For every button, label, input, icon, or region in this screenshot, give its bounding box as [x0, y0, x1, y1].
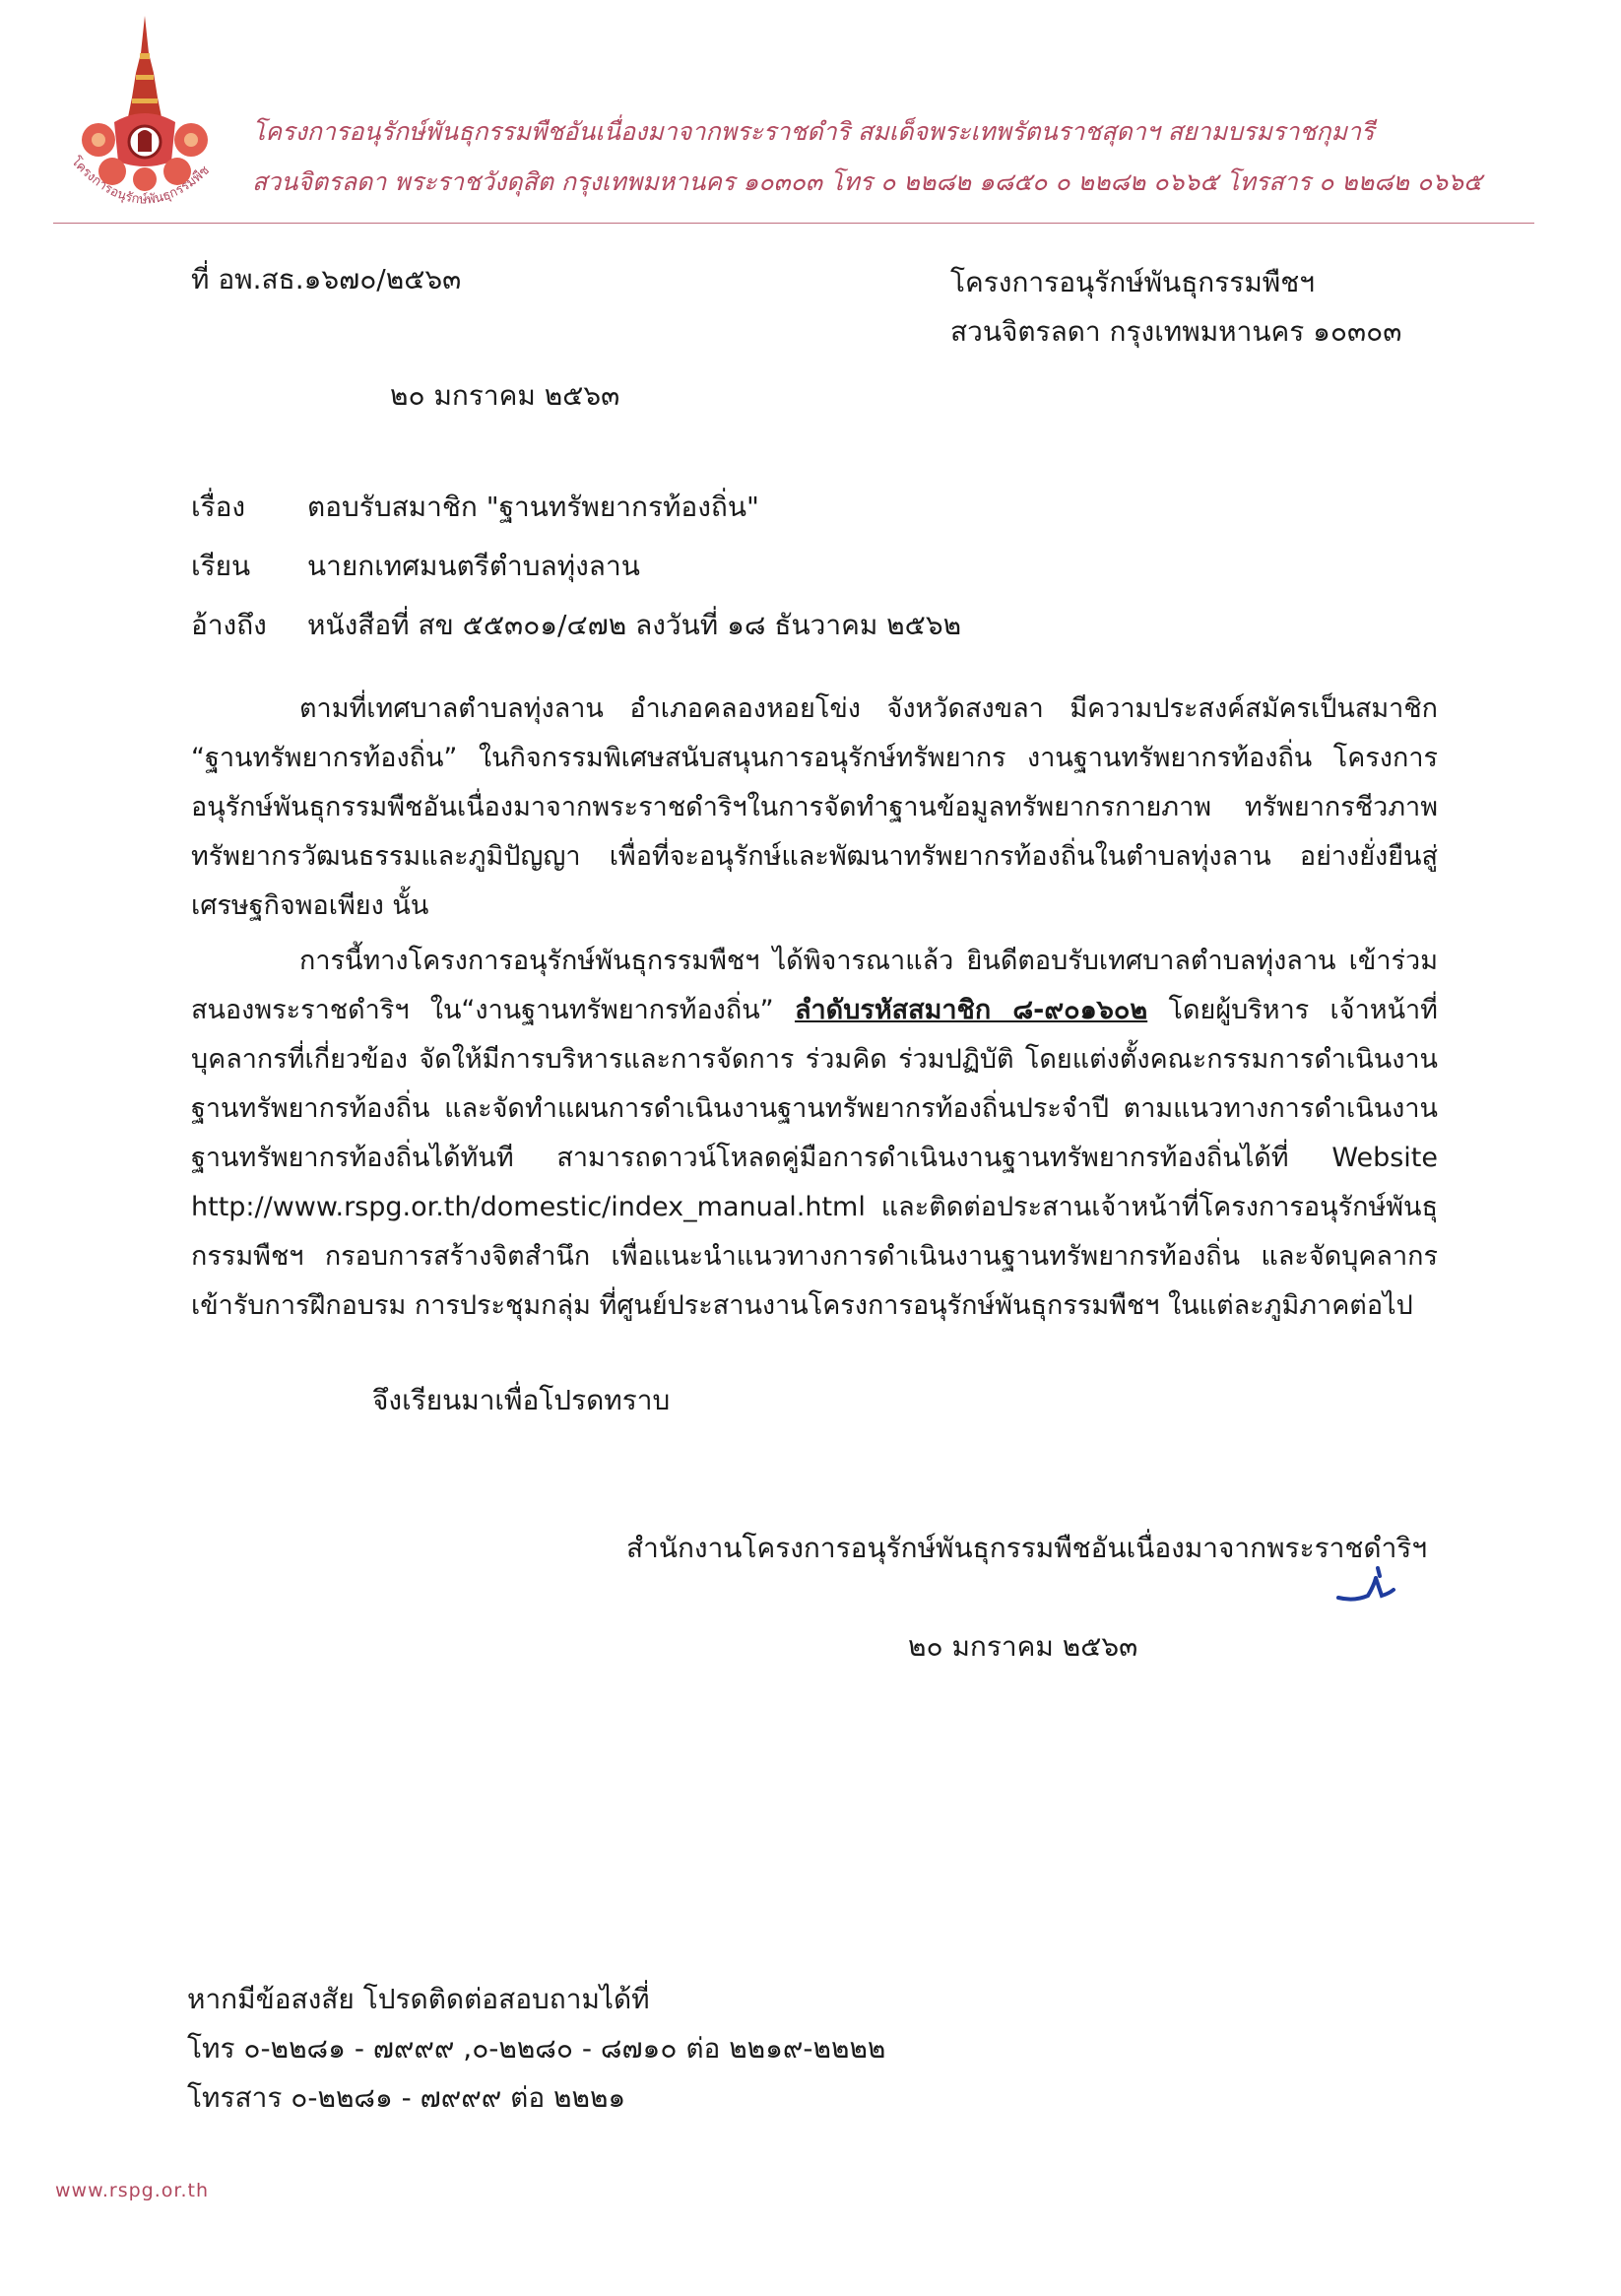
rspg-logo	[61, 14, 228, 211]
closing-text: จึงเรียนมาเพื่อโปรดทราบ	[372, 1384, 671, 1416]
reference-number: ที่ อพ.สธ.๑๖๗๐/๒๕๖๓	[191, 263, 462, 295]
subject-row	[191, 478, 961, 537]
paragraph-2-details: โดยผู้บริหาร เจ้าหน้าที่บุคลากรที่เกี่ยวข้อง จัดให้มีการบริหารและการจัดการ ร่วมคิด ร่วมปฏิบัติ โดยแต่งตั้งคณะกรรมการดำเนินงานฐานทรัพยากรท้องถิ่น และจัดทำแผนการดำเนินงานฐานทรัพยากรท้องถิ่นประจำปี ตามแนวทางการดำเนินงานฐานทรัพยากรท้องถิ่นได้ทันที สามารถดาวน์โหลดคู่มือการดำเนินงานฐานทรัพยากรท้องถิ่นได้ที่ Website http://www.rspg.or.th/domestic/index_manual.html และติดต่อประสานเจ้าหน้าที่โครงการอนุรักษ์พันธุกรรมพืชฯ กรอบการสร้างจิตสำนึก เพื่อแนะนำแนวทางการดำเนินงานฐานทรัพยากรท้องถิ่น และจัดบุคลากรเข้ารับการฝึกอบรม การประชุมกลุ่ม ที่ศูนย์ประสานงานโครงการอนุรักษ์พันธุกรรมพืชฯ ในแต่ละภูมิภาคต่อไป	[191, 995, 1438, 1321]
letter-date: ๒๐ มกราคม ๒๕๖๓	[390, 379, 620, 412]
reference-row	[191, 596, 961, 655]
reference-text: หนังสือที่ สข ๕๕๓๐๑/๔๗๒ ลงวันที่ ๑๘ ธันวาคม ๒๕๖๒	[307, 609, 962, 641]
signing-organization: สำนักงานโครงการอนุรักษ์พันธุกรรมพืชอันเนื่องมาจากพระราชดำริฯ	[626, 1532, 1428, 1564]
signature-mark	[1334, 1556, 1403, 1615]
contact-info	[187, 1975, 885, 2123]
letter-header-fields	[191, 478, 961, 655]
paragraph-2-intro: การนี้ทางโครงการอนุรักษ์พันธุกรรมพืชฯ ได้พิจารณาแล้ว ยินดีตอบรับเทศบาลตำบลทุ่งลาน เข้าร่วมสนองพระราชดำริฯ ใน“งานฐานทรัพยากรท้องถิ่น”	[191, 946, 1438, 1025]
reference-label: อ้างถึง	[191, 609, 267, 641]
contact-fax: โทรสาร ๐-๒๒๘๑ - ๗๙๙๙ ต่อ ๒๒๒๑	[187, 2081, 626, 2114]
contact-line-1: หากมีข้อสงสัย โปรดติดต่อสอบถามได้ที่	[187, 1983, 650, 2015]
subject-text: ตอบรับสมาชิก "ฐานทรัพยากรท้องถิ่น"	[307, 491, 759, 523]
sender-address	[950, 258, 1401, 357]
letterhead	[252, 106, 1552, 207]
recipient-text: นายกเทศมนตรีตำบลทุ่งลาน	[307, 550, 640, 582]
header-divider	[53, 223, 1534, 224]
signature-date: ๒๐ มกราคม ๒๕๖๓	[908, 1630, 1138, 1663]
letterhead-line-1: โครงการอนุรักษ์พันธุกรรมพืชอันเนื่องมาจากพระราชดำริ สมเด็จพระเทพรัตนราชสุดาฯ สยามบรมราชกุมารี	[252, 117, 1375, 146]
recipient-row	[191, 537, 961, 596]
recipient-label: เรียน	[191, 550, 251, 582]
body-paragraph-1: ตามที่เทศบาลตำบลทุ่งลาน อำเภอคลองหอยโข่ง จังหวัดสงขลา มีความประสงค์สมัครเป็นสมาชิก “ฐานทรัพยากรท้องถิ่น” ในกิจกรรมพิเศษสนับสนุนการอนุรักษ์ทรัพยากร งานฐานทรัพยากรท้องถิ่น โครงการอนุรักษ์พันธุกรรมพืชอันเนื่องมาจากพระราชดำริฯในการจัดทำฐานข้อมูลทรัพยากรกายภาพ ทรัพยากรชีวภาพ ทรัพยากรวัฒนธรรมและภูมิปัญญา เพื่อที่จะอนุรักษ์และพัฒนาทรัพยากรท้องถิ่นในตำบลทุ่งลาน อย่างยั่งยืนสู่เศรษฐกิจพอเพียง นั้น	[191, 693, 1438, 921]
body-paragraph-2	[191, 937, 1438, 1331]
sender-line-1: โครงการอนุรักษ์พันธุกรรมพืชฯ	[950, 266, 1315, 298]
sender-line-2: สวนจิตรลดา กรุงเทพมหานคร ๑๐๓๐๓	[950, 315, 1402, 348]
contact-phone: โทร ๐-๒๒๘๑ - ๗๙๙๙ ,๐-๒๒๘๐ - ๘๗๑๐ ต่อ ๒๒๑๙-๒๒๒๒	[187, 2032, 886, 2065]
member-code: ลำดับรหัสสมาชิก ๘-๙๐๑๖๐๒	[794, 995, 1148, 1025]
letterhead-line-2: สวนจิตรลดา พระราชวังดุสิต กรุงเทพมหานคร ๑๐๓๐๓ โทร ๐ ๒๒๘๒ ๑๘๕๐ ๐ ๒๒๘๒ ๐๖๖๕ โทรสาร ๐ ๒๒๘๒ ๐๖๖๕	[252, 167, 1482, 196]
logo-caption: โครงการอนุรักษ์พันธุกรรมพืช	[68, 154, 213, 208]
footer-website: www.rspg.or.th	[55, 2180, 210, 2201]
subject-label: เรื่อง	[191, 491, 246, 523]
letter-body	[191, 685, 1438, 1331]
